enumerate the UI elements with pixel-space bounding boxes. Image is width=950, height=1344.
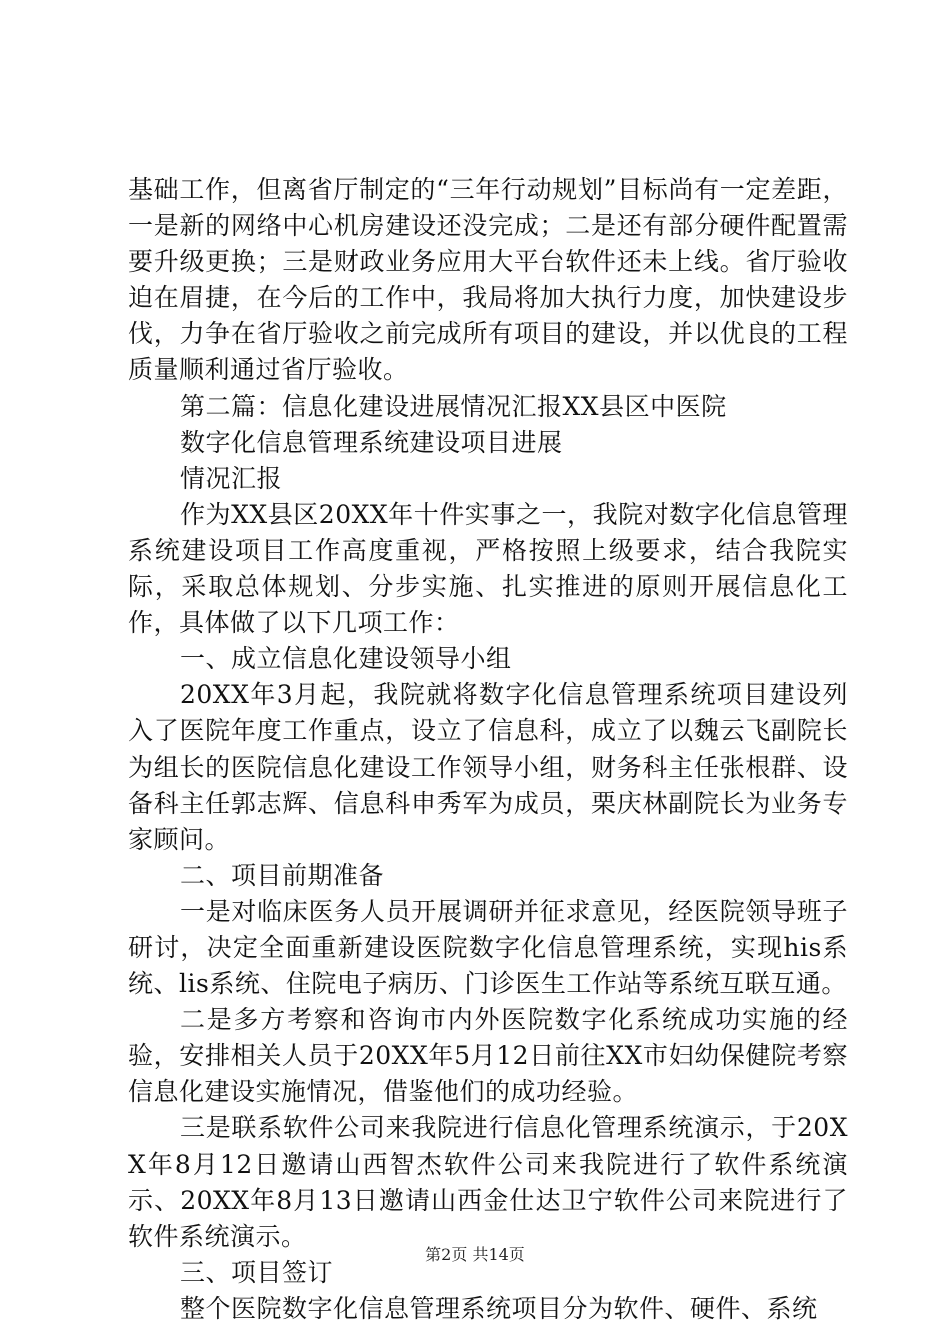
section-heading-part-two: 第二篇：信息化建设进展情况汇报XX县区中医院 (180, 391, 727, 421)
paragraph-preparation-1: 一是对临床医务人员开展调研并征求意见，经医院领导班子研讨，决定全面重新建设医院数字化信息管理系统，实现his系统、lis系统、住院电子病历、门诊医生工作站等系统互联互通。 (128, 896, 848, 999)
heading-project-signing: 三、项目签订 (180, 1257, 334, 1287)
heading-preparation: 二、项目前期准备 (180, 860, 385, 890)
page-number-footer: 第2页 共14页 (425, 1245, 525, 1264)
paragraph-preparation-2: 二是多方考察和咨询市内外医院数字化系统成功实施的经验，安排相关人员于20XX年5月12日前往XX市妇幼保健院考察信息化建设实施情况，借鉴他们的成功经验。 (128, 1005, 848, 1107)
paragraph-leadership-group: 20XX年3月起，我院就将数字化信息管理系统项目建设列入了医院年度工作重点，设立了信息科，成立了以魏云飞副院长为组长的医院信息化建设工作领导小组，财务科主任张根群、设备科主任郭志辉、信息科申秀军为成员，栗庆林副院长为业务专家顾问。 (128, 680, 848, 854)
paragraph-intro: 作为XX县区20XX年十件实事之一，我院对数字化信息管理系统建设项目工作高度重视，严格按照上级要求，结合我院实际，采取总体规划、分步实施、扎实推进的原则开展信息化工作，具体做了以下几项工作： (128, 499, 848, 638)
heading-leadership-group: 一、成立信息化建设领导小组 (180, 644, 512, 674)
section-heading-subtitle: 数字化信息管理系统建设项目进展 (180, 427, 563, 457)
section-heading-report: 情况汇报 (180, 463, 283, 493)
paragraph-preparation-3: 三是联系软件公司来我院进行信息化管理系统演示，于20XX年8月12日邀请山西智杰软件公司来我院进行了软件系统演示、20XX年8月13日邀请山西金仕达卫宁软件公司来院进行了软件系统演示。 (128, 1113, 848, 1251)
paragraph-project-signing: 整个医院数字化信息管理系统项目分为软件、硬件、系统 (180, 1293, 818, 1323)
paragraph-continuation: 基础工作，但离省厅制定的“三年行动规划”目标尚有一定差距，一是新的网络中心机房建设还没完成；二是还有部分硬件配置需要升级更换；三是财政业务应用大平台软件还未上线。省厅验收迫在眉捷，在今后的工作中，我局将加大执行力度，加快建设步伐，力争在省厅验收之前完成所有项目的建设，并以优良的工程质量顺利通过省厅验收。 (128, 175, 848, 385)
document-body (128, 172, 848, 1327)
